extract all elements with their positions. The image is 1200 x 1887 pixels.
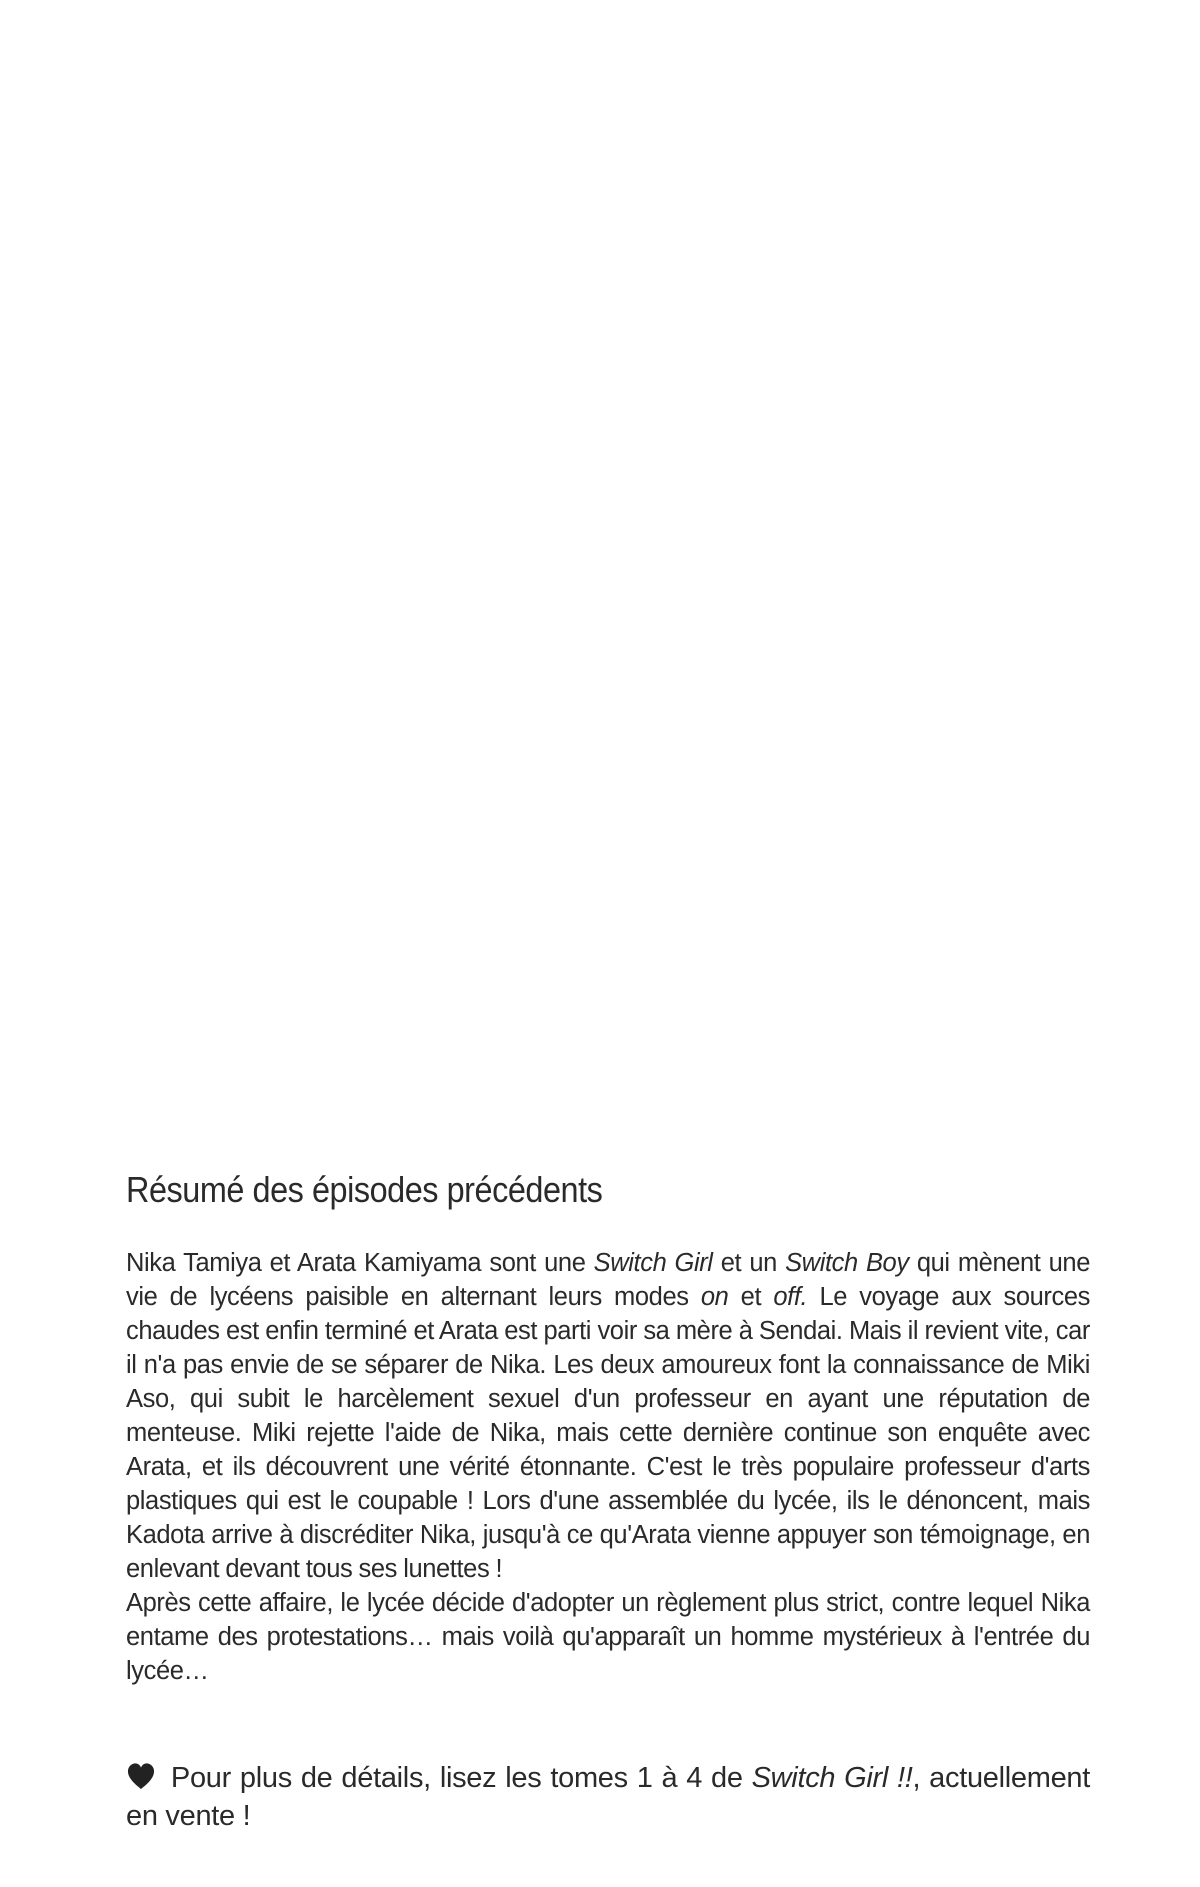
summary-paragraph-1 bbox=[126, 1246, 1090, 1586]
summary-body bbox=[126, 1246, 1090, 1688]
text-run: et bbox=[728, 1283, 774, 1311]
text-run: Le voyage aux sources chaudes est enfin terminé et Arata est parti voir sa mère à Sendai. Mais il revient vite, car il n'a pas envie de se séparer de Nika. Les deux amoureux font la connaissance de Miki Aso, qui subit le harcèlement sexuel d'un professeur en ayant une réputation de menteuse. Miki rejette l'aide de Nika, mais cette dernière continue son enquête avec Arata, et ils découvrent une vérité étonnante. C'est le très populaire professeur d'arts plastiques qui est le coupable ! Lors d'une assemblée du lycée, ils le dénoncent, mais Kadota arrive à discréditer Nika, jusqu'à ce qu'Arata vienne appuyer son témoignage, en enlevant devant tous ses lunettes ! bbox=[126, 1283, 1090, 1583]
text-run: Nika Tamiya et Arata Kamiyama sont une bbox=[126, 1249, 594, 1277]
emphasis-switch-boy: Switch Boy bbox=[785, 1249, 909, 1277]
summary-paragraph-2: Après cette affaire, le lycée décide d'adopter un règlement plus strict, contre lequel Nika entame des protestations… mais voilà qu'apparaît un homme mystérieux à l'entrée du lycée… bbox=[126, 1589, 1090, 1685]
emphasis-switch-girl: Switch Girl bbox=[593, 1249, 713, 1277]
text-run: , actuellement en vente ! bbox=[126, 1762, 1091, 1832]
footer-note bbox=[126, 1759, 1090, 1835]
text-run: et un bbox=[712, 1249, 786, 1277]
text-run: Pour plus de détails, lisez les tomes 1 à 4 de bbox=[162, 1762, 752, 1794]
summary-section bbox=[126, 1168, 1090, 1688]
emphasis-on: on bbox=[700, 1283, 729, 1311]
heart-icon bbox=[126, 1762, 156, 1790]
emphasis-series-title: Switch Girl !! bbox=[751, 1762, 913, 1794]
text-run: qui mènent une vie de lycéens paisible en alternant leurs modes bbox=[126, 1249, 1090, 1311]
emphasis-off: off. bbox=[773, 1283, 808, 1311]
page-title: Résumé des épisodes précédents bbox=[126, 1169, 603, 1210]
